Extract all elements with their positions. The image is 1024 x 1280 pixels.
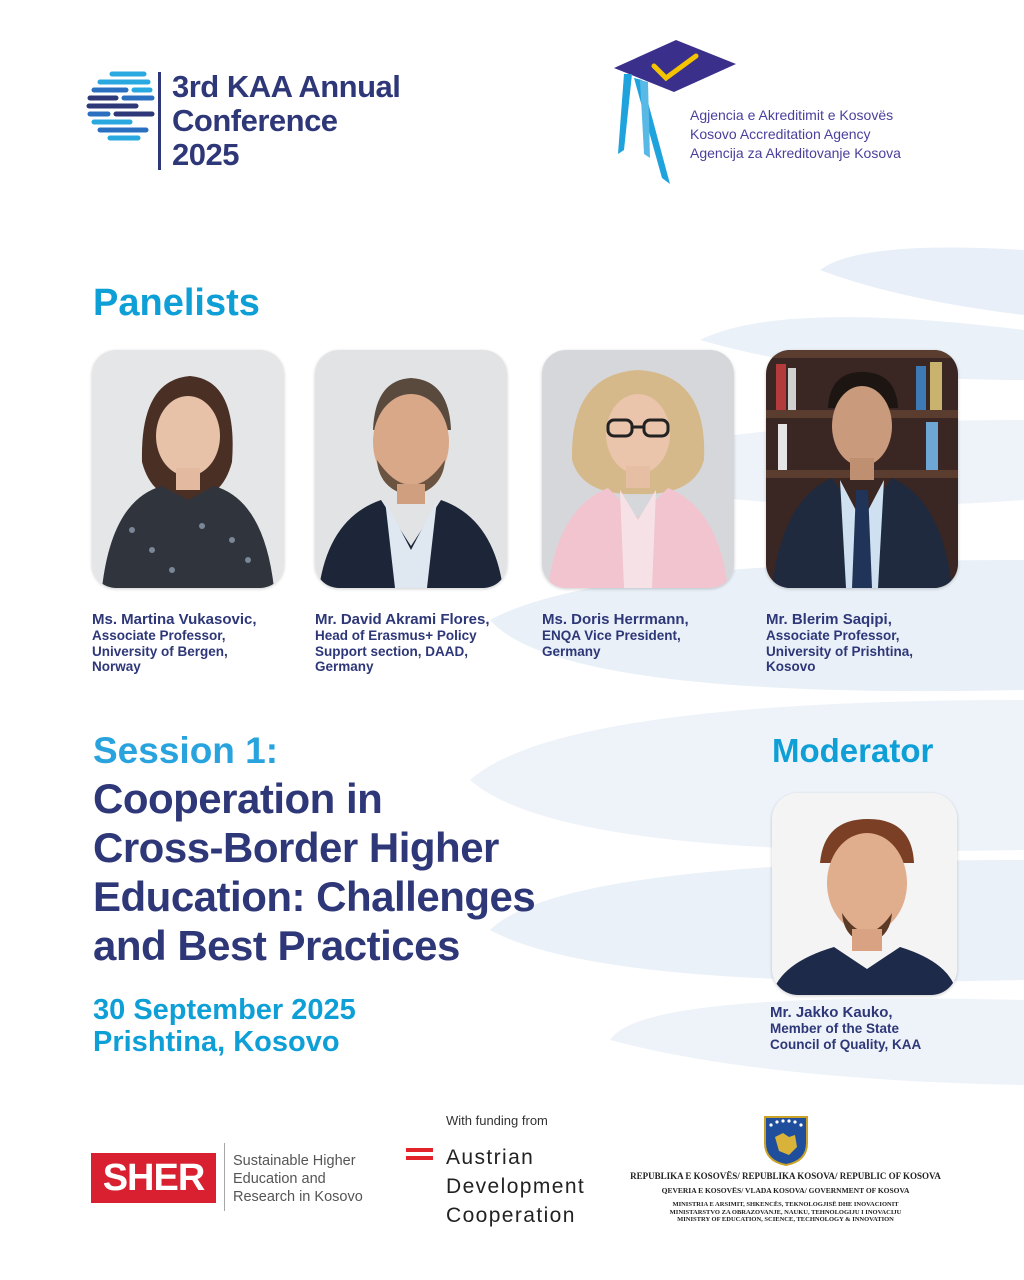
conference-title-line: 2025	[172, 137, 239, 172]
agency-name-line: Kosovo Accreditation Agency	[690, 126, 871, 142]
sher-description	[233, 1152, 363, 1206]
government-line: REPUBLIKA E KOSOVËS/ REPUBLIKA KOSOVA/ REPUBLIC OF KOSOVA	[630, 1171, 941, 1181]
moderator-photo	[772, 793, 957, 995]
funding-label: With funding from	[446, 1113, 548, 1128]
panelist-role: University of Prishtina,	[766, 643, 914, 659]
session-title-line: Cooperation in	[93, 775, 383, 822]
conference-title	[172, 70, 492, 172]
ministry-line: MINISTRIA E ARSIMIT, SHKENCËS, TEKNOLOGJISË DHE INOVACIONIT	[672, 1201, 899, 1208]
panelist-photo	[542, 350, 734, 588]
panelist-name: Mr. David Akrami Flores,	[315, 611, 490, 628]
session-title	[93, 774, 633, 970]
ada-line: Austrian	[446, 1146, 535, 1169]
moderator-name: Mr. Jakko Kauko,	[770, 1004, 893, 1021]
sher-description-line: Research in Kosovo	[233, 1189, 363, 1205]
moderator-caption	[770, 1004, 970, 1052]
panelist-photo	[315, 350, 507, 588]
ministry-name	[618, 1201, 953, 1224]
moderator-heading: Moderator	[772, 732, 934, 769]
panelist-role: Associate Professor,	[766, 628, 900, 643]
government-line: QEVERIA E KOSOVËS/ VLADA KOSOVA/ GOVERNMENT OF KOSOVA	[661, 1186, 910, 1195]
panelist-caption	[542, 611, 757, 659]
panelist-photo	[766, 350, 958, 588]
session-title-line: and Best Practices	[93, 922, 460, 969]
panelist-role: Kosovo	[766, 659, 816, 674]
panelist-role: Germany	[315, 659, 374, 674]
panelist-caption	[315, 611, 530, 675]
ada-line: Cooperation	[446, 1204, 576, 1227]
event-date: 30 September 2025	[93, 994, 356, 1026]
event-date-location	[93, 994, 356, 1058]
austria-flag-icon	[406, 1148, 433, 1164]
session-title-line: Cross-Border Higher	[93, 824, 499, 871]
moderator-role: Council of Quality, KAA	[770, 1036, 922, 1052]
session-title-line: Education: Challenges	[93, 873, 536, 920]
sher-description-line: Education and	[233, 1171, 326, 1187]
panelist-photo	[92, 350, 284, 588]
conference-title-line: Conference	[172, 103, 338, 138]
conference-title-line: 3rd KAA Annual	[172, 69, 401, 104]
panelist-role: ENQA Vice President,	[542, 628, 681, 643]
panelist-name: Mr. Blerim Saqipi,	[766, 611, 892, 628]
kosovo-coat-of-arms-icon	[761, 1115, 811, 1167]
ministry-line: MINISTRY OF EDUCATION, SCIENCE, TECHNOLOGY & INNOVATION	[677, 1216, 894, 1223]
panelist-role: University of Bergen,	[92, 643, 228, 659]
panelist-name: Ms. Doris Herrmann,	[542, 611, 689, 628]
ministry-line: MINISTARSTVO ZA OBRAZOVANJE, NAUKU, TEHNOLOGIJU I INOVACIJU	[669, 1208, 902, 1216]
event-location: Prishtina, Kosovo	[93, 1026, 340, 1058]
panelist-caption	[92, 611, 307, 675]
conference-globe-logo	[86, 68, 164, 148]
session-label: Session 1:	[93, 730, 279, 771]
panelist-role: Norway	[92, 659, 141, 674]
agency-name	[690, 106, 901, 163]
panelist-name: Ms. Martina Vukasovic,	[92, 611, 257, 628]
agency-name-line: Agencija za Akreditovanje Kosova	[690, 145, 901, 161]
sher-divider	[224, 1143, 225, 1211]
panelist-role: Germany	[542, 643, 601, 659]
agency-name-line: Agjencia e Akreditimit e Kosovës	[690, 107, 894, 123]
panelist-role: Associate Professor,	[92, 628, 226, 643]
ada-line: Development	[446, 1175, 586, 1198]
panelist-caption	[766, 611, 981, 675]
panelists-heading: Panelists	[93, 282, 260, 324]
moderator-role: Member of the State	[770, 1021, 900, 1036]
panelist-role: Head of Erasmus+ Policy	[315, 628, 477, 643]
austrian-development-cooperation	[446, 1143, 585, 1230]
header-divider	[158, 72, 161, 170]
sher-logo: SHER	[91, 1153, 216, 1203]
sher-description-line: Sustainable Higher	[233, 1153, 356, 1169]
panelist-role: Support section, DAAD,	[315, 643, 469, 659]
